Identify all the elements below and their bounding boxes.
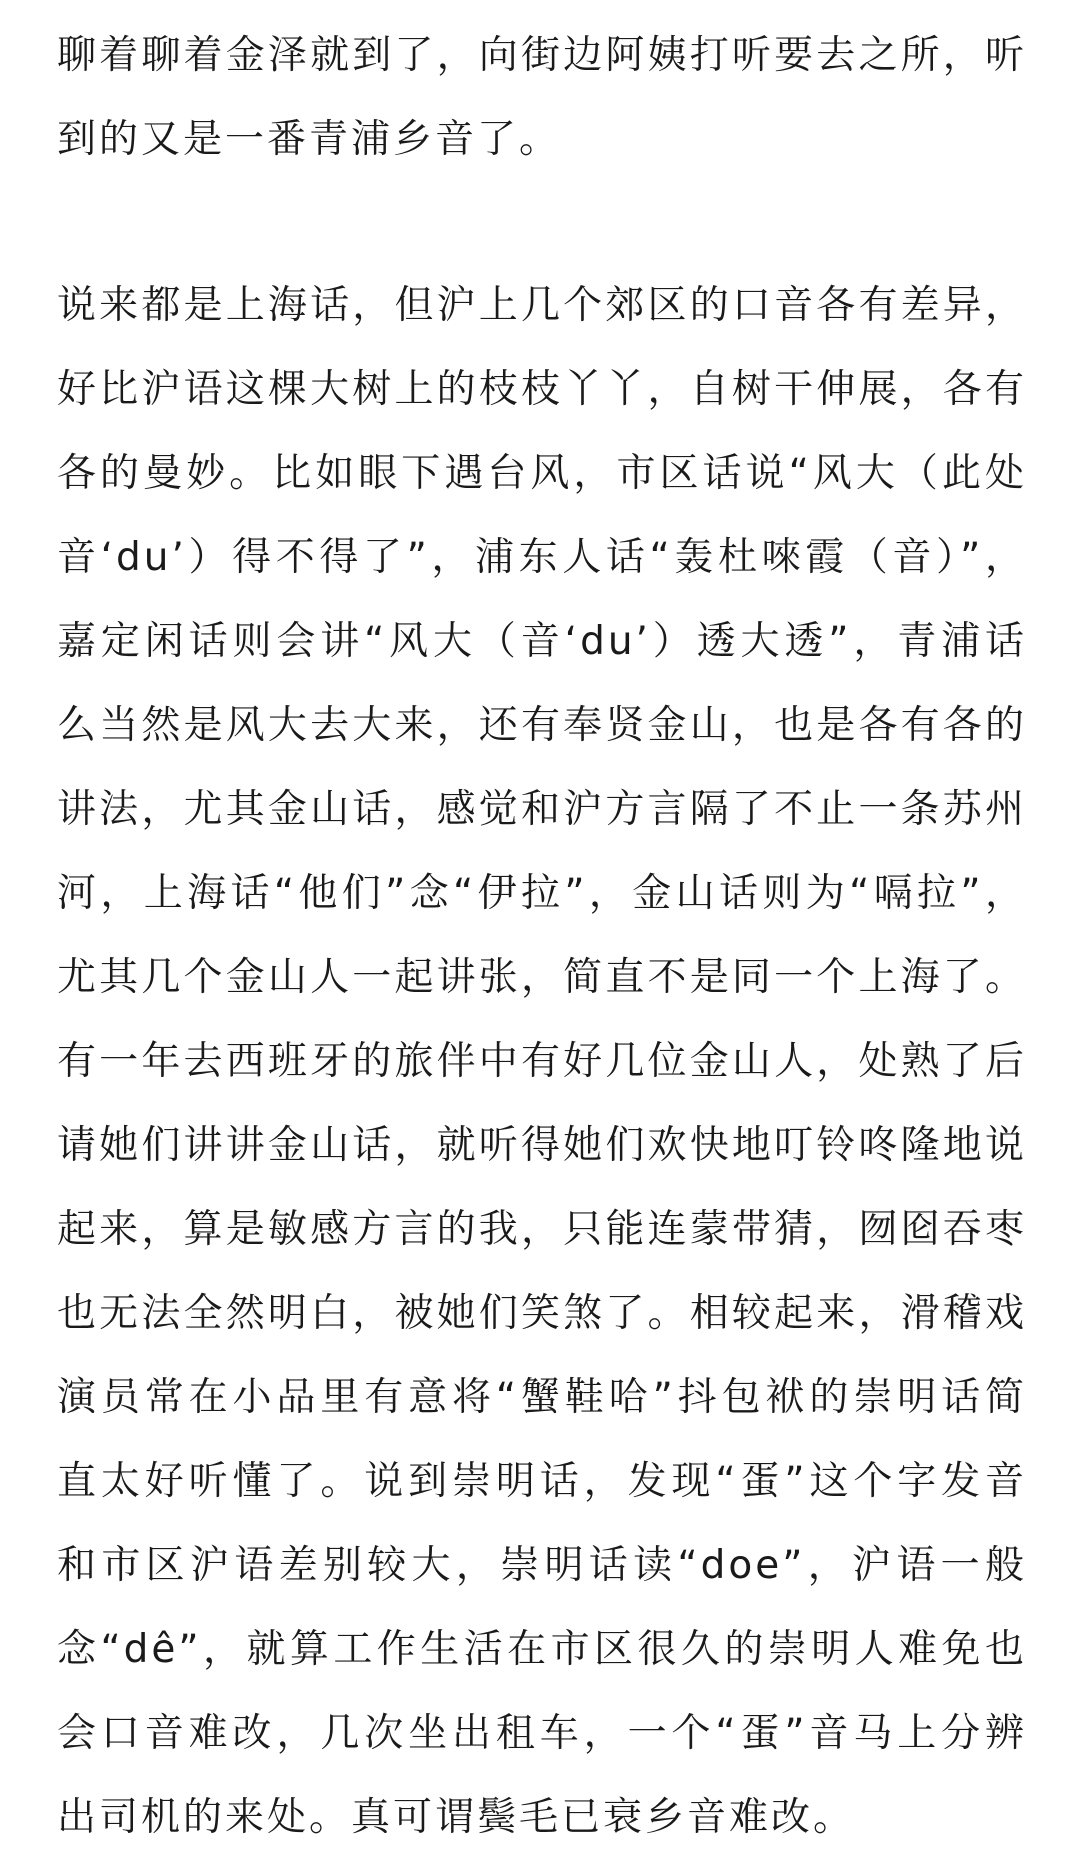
article-body: [57, 14, 1027, 1860]
paragraph-arrival: 聊着聊着金泽就到了，向街边阿姨打听要去之所，听到的又是一番青浦乡音了。: [57, 33, 1027, 162]
paragraph-dialects: 说来都是上海话，但沪上几个郊区的口音各有差异，好比沪语这棵大树上的枝枝丫丫，自树干伸展，各有各的曼妙。比如眼下遇台风，市区话说“风大（此处音‘du’）得不得了”，浦东人话“轰杜唻霞（音）”，嘉定闲话则会讲“风大（音‘du’）透大透”，青浦话么当然是风大去大来，还有奉贤金山，也是各有各的讲法，尤其金山话，感觉和沪方言隔了不止一条苏州河，上海话“他们”念“伊拉”，金山话则为“嗝拉”，尤其几个金山人一起讲张，简直不是同一个上海了。有一年去西班牙的旅伴中有好几位金山人，处熟了后请她们讲讲金山话，就听得她们欢快地叮铃咚隆地说起来，算是敏感方言的我，只能连蒙带猜，囫囵吞枣也无法全然明白，被她们笑煞了。相较起来，滑稽戏演员常在小品里有意将“蟹鞋哈”抖包袱的崇明话简直太好听懂了。说到崇明话，发现“蛋”这个字发音和市区沪语差别较大，崇明话读“doe”，沪语一般念“dê”，就算工作生活在市区很久的崇明人难免也会口音难改，几次坐出租车，一个“蛋”音马上分辨出司机的来处。真可谓鬓毛已衰乡音难改。: [57, 283, 1027, 1840]
